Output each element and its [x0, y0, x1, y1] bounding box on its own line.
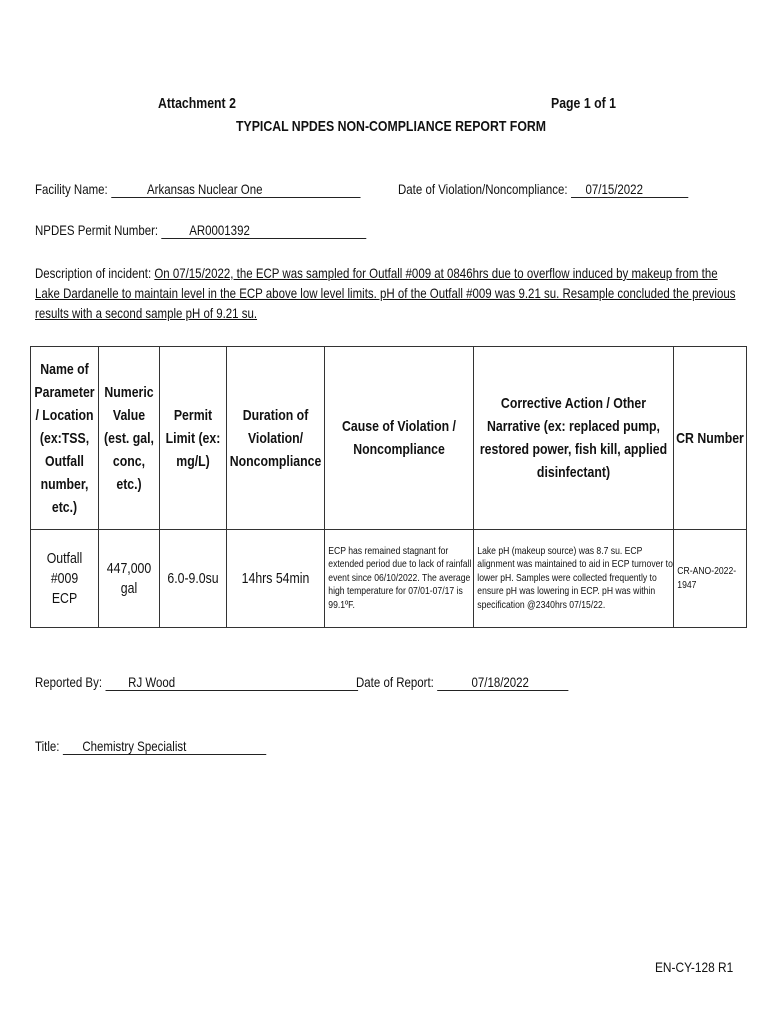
page-number: Page 1 of 1 [551, 95, 616, 112]
permit-number-field [35, 222, 366, 239]
header-cr-number: CR Number [674, 347, 747, 530]
permit-number-line[interactable] [161, 222, 366, 239]
cell-corrective-action[interactable]: Lake pH (makeup source) was 8.7 su. ECP alignment was maintained to aid in ECP turnover to lower pH. Samples were collected frequently to ensure pH was lowering in ECP. pH was within specification @2340hrs 07/15/22. [474, 530, 674, 628]
header-numeric-value: Numeric Value (est. gal, conc, etc.) [99, 347, 160, 530]
noncompliance-table [30, 346, 747, 628]
title-label: Title: [35, 738, 60, 754]
table-header-row [31, 347, 747, 530]
facility-name-label: Facility Name: [35, 181, 108, 197]
title-value: Chemistry Specialist [82, 738, 187, 754]
report-date-value: 07/18/2022 [471, 674, 529, 690]
incident-description [35, 263, 740, 323]
title-line[interactable] [63, 738, 266, 755]
form-title: TYPICAL NPDES NON-COMPLIANCE REPORT FORM [236, 118, 547, 135]
permit-number-label: NPDES Permit Number: [35, 222, 159, 238]
header-parameter: Name of Parameter / Location (ex:TSS, Outfall number, etc.) [31, 347, 99, 530]
report-date-line[interactable] [437, 674, 568, 691]
form-number: EN-CY-128 R1 [655, 959, 734, 975]
violation-date-label: Date of Violation/Noncompliance: [398, 181, 568, 197]
cell-numeric-value[interactable]: 447,000 gal [99, 530, 160, 628]
cell-duration[interactable]: 14hrs 54min [227, 530, 325, 628]
facility-name-value: Arkansas Nuclear One [146, 181, 263, 197]
reported-by-line[interactable] [105, 674, 358, 691]
table-row [31, 530, 747, 628]
cell-permit-limit[interactable]: 6.0-9.0su [160, 530, 227, 628]
reported-by-field [35, 674, 358, 691]
facility-name-field [35, 181, 360, 198]
cell-cr-number[interactable]: CR-ANO-2022-1947 [674, 530, 747, 628]
violation-date-line[interactable] [571, 181, 688, 198]
permit-number-value: AR0001392 [189, 222, 250, 238]
header-permit-limit: Permit Limit (ex: mg/L) [160, 347, 227, 530]
cell-parameter[interactable]: Outfall #009 ECP [31, 530, 99, 628]
reported-by-label: Reported By: [35, 674, 103, 690]
incident-description-label: Description of incident: [35, 265, 152, 281]
reported-by-value: RJ Wood [128, 674, 176, 690]
attachment-label: Attachment 2 [158, 95, 236, 112]
title-field [35, 738, 266, 755]
header-duration: Duration of Violation/ Noncompliance [227, 347, 325, 530]
cell-cause[interactable]: ECP has remained stagnant for extended period due to lack of rainfall event since 06/10/2022. The average high temperature for 07/01-07/17 is 99.1ºF. [325, 530, 474, 628]
report-date-field [356, 674, 568, 691]
header-cause: Cause of Violation / Noncompliance [325, 347, 474, 530]
violation-date-field [398, 181, 688, 198]
header-corrective-action: Corrective Action / Other Narrative (ex: replaced pump, restored power, fish kill, applied disinfectant) [474, 347, 674, 530]
report-date-label: Date of Report: [356, 674, 434, 690]
incident-description-text[interactable]: On 07/15/2022, the ECP was sampled for Outfall #009 at 0846hrs due to overflow induced by makeup from the Lake Dardanelle to maintain level in the ECP above low level limits. pH of the Outfall #009 was 9.21 su. Resample concluded the previous results with a second sample pH of 9.21 su. [35, 265, 736, 321]
violation-date-value: 07/15/2022 [585, 181, 643, 197]
facility-name-line[interactable] [111, 181, 360, 198]
